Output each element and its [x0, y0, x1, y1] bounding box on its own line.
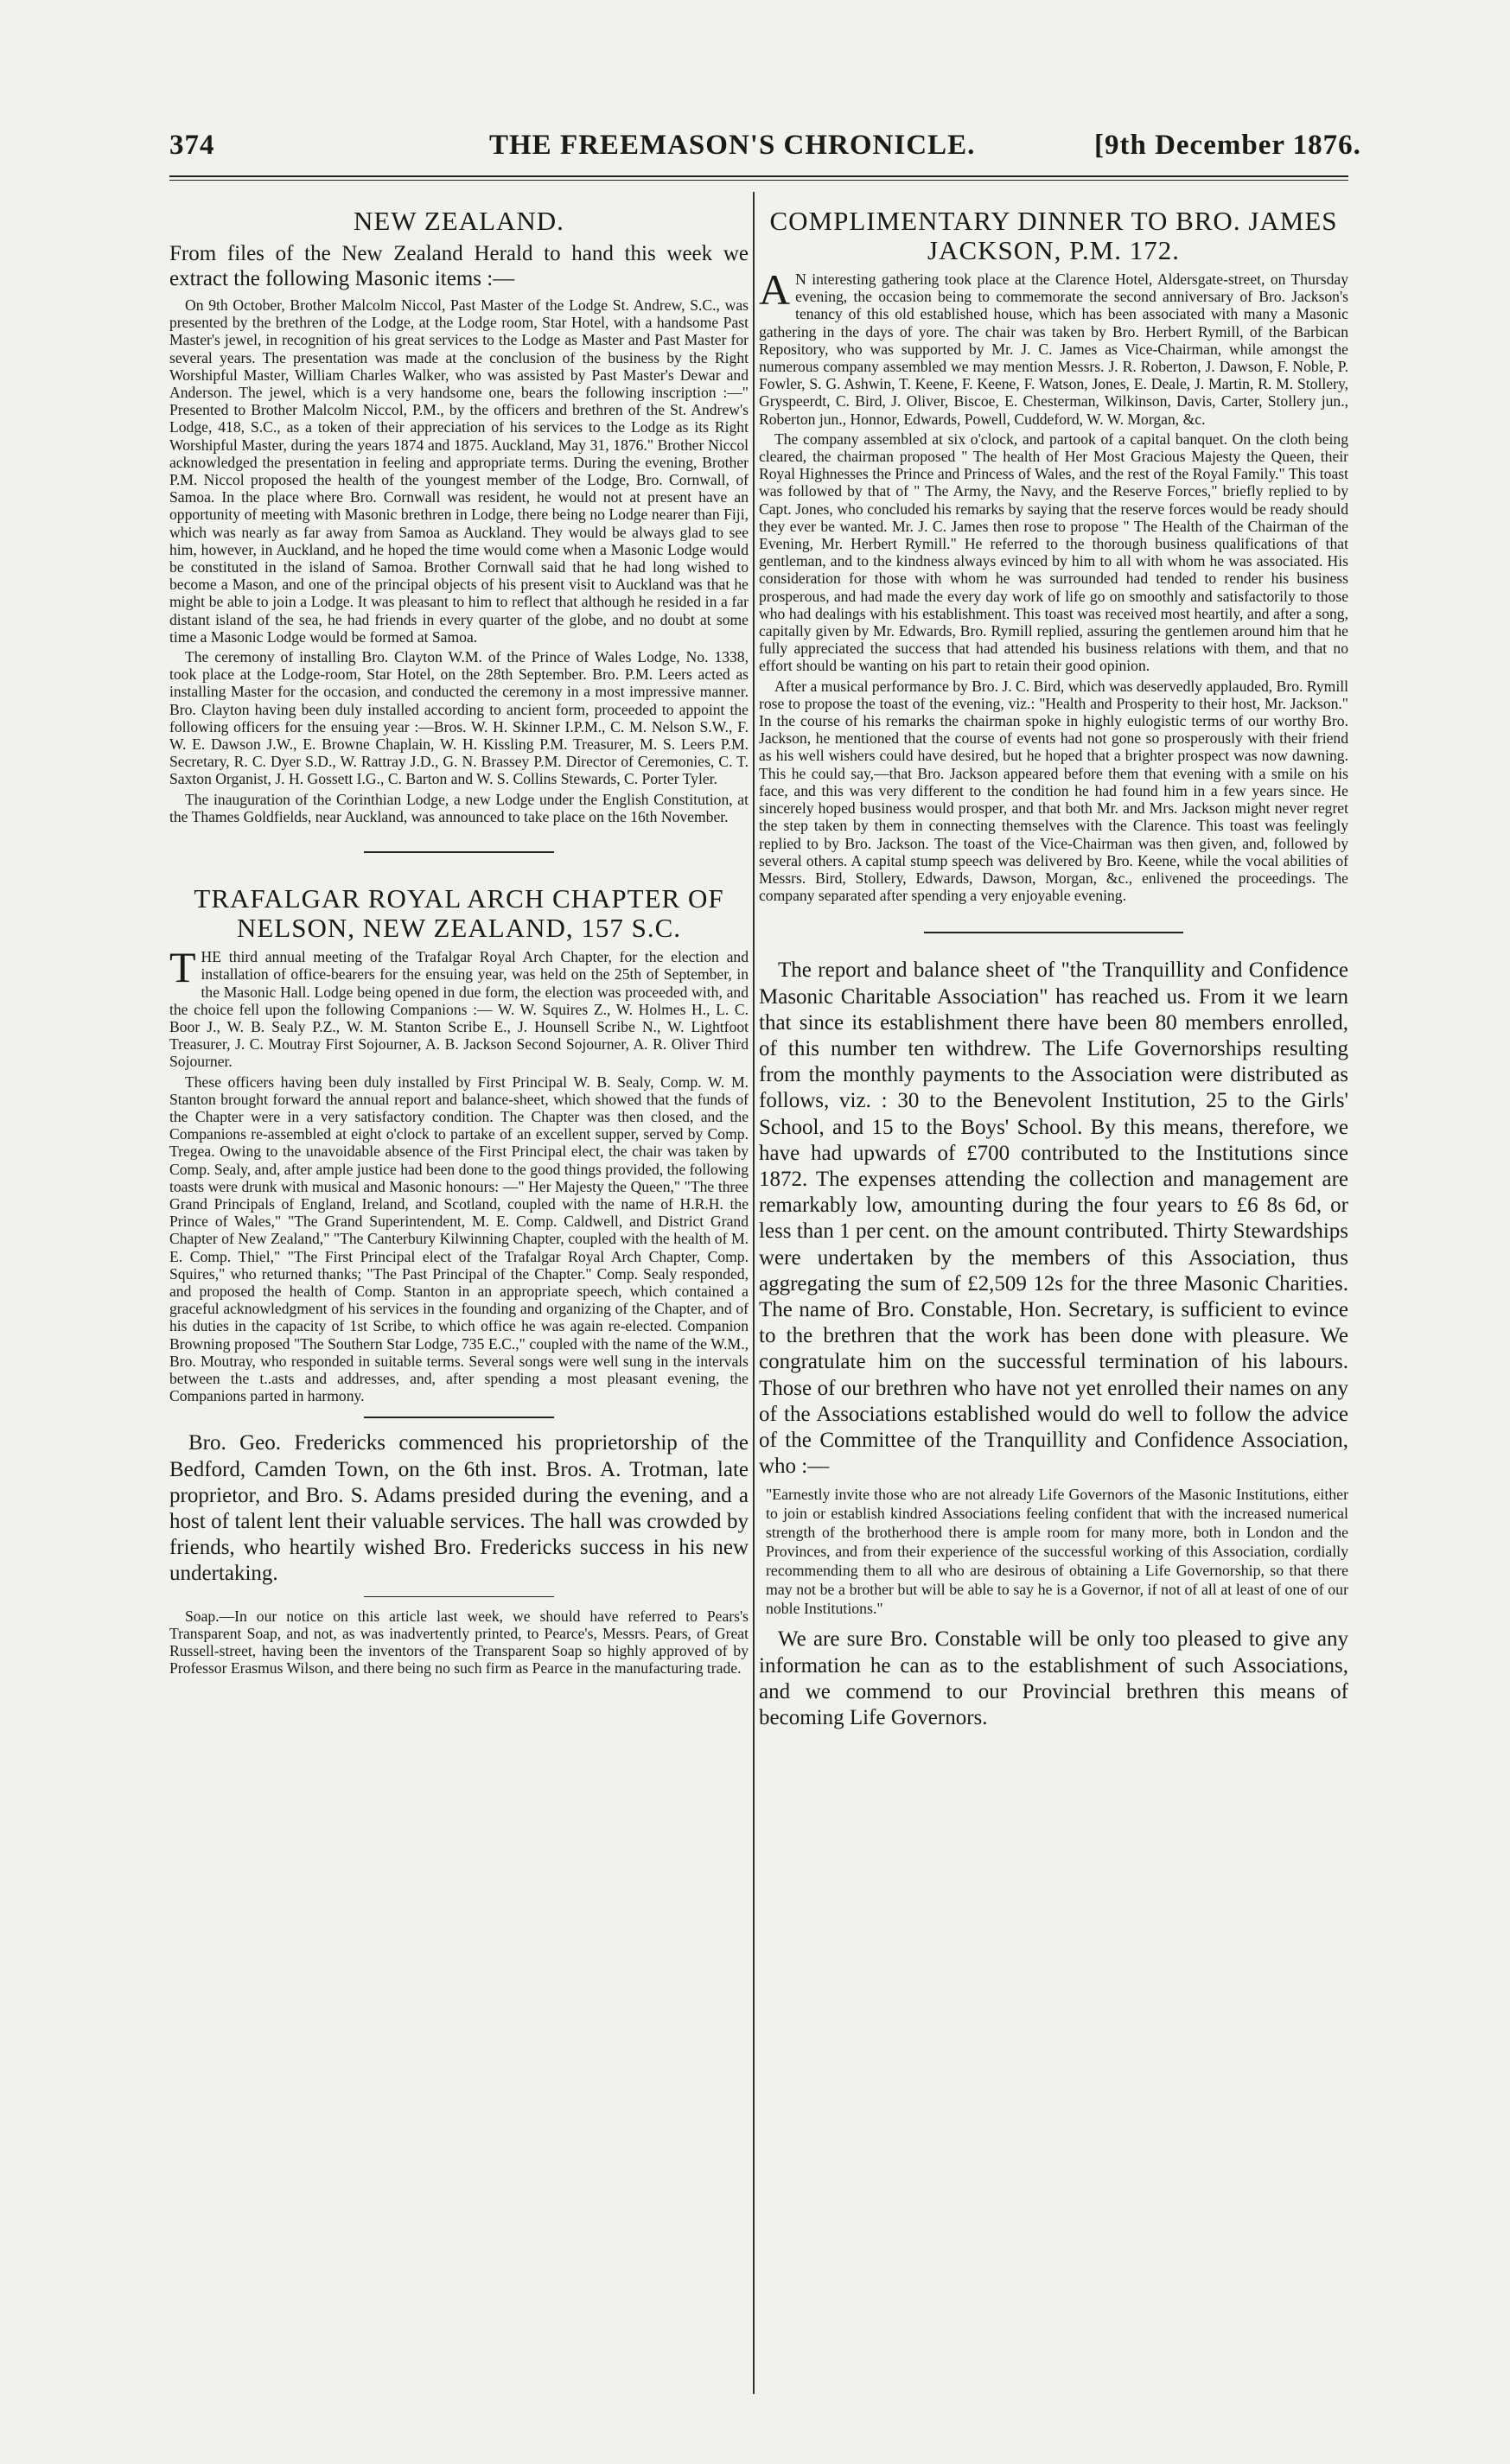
drop-cap: T [169, 943, 196, 992]
tranquillity-quote: "Earnestly invite those who are not already Life Governors of the Masonic Institutions, either to join or establish kindred Associations feeling confident that with the increased numerical strength of the brotherhood there is ample room for many more, both in London and the Provinces, and from their experience of the successful working of this Association, cordially recommending them to all who are desirous of obtaining a Life Governorship, so that there may not be a brother but will be able to say he is a Governor, if not of all at least of one of our noble Institutions." [766, 1486, 1348, 1618]
section-separator [364, 851, 554, 853]
new-zealand-paragraph: The inauguration of the Corinthian Lodge, a new Lodge under the English Constitution, at the Thames Goldfields, near Auckland, was announced to take place on the 16th November. [169, 790, 749, 825]
header-rule-top [169, 175, 1348, 177]
new-zealand-heading: NEW ZEALAND. [354, 206, 564, 236]
section-separator [364, 1596, 554, 1597]
dinner-paragraph: The company assembled at six o'clock, and partook of a capital banquet. On the cloth being cleared, the chairman proposed " The health of Her Most Gracious Majesty the Queen, their Royal Highnesses the Prince and Princess of Wales, and the rest of the Royal Family." This toast was followed by that of " The Army, the Navy, and the Reserve Forces," briefly replied to by Capt. Jones, who concluded his remarks by saying that the reserve forces would be ready should they ever be wanted. Mr. J. C. James then rose to propose " The Health of the Chairman of the Evening, Mr. Herbert Rymill." He referred to the thorough business qualifications of that gentleman, and to the kindness always evinced by him to all with whom he was associated. His consideration for those with whom he was surrounded had tended to render his business prosperous, and had made the every day work of life go on smoothly and satisfactorily to those who had dealings with his establishment. This toast was received most heartily, and after a song, capitally given by Mr. Edwards, Bro. Rymill replied, assuring the gentlemen around him that he fully appreciated the success that had attended his business relations with them, and that no effort should be wanting on his part to retain their good opinion. [759, 430, 1348, 675]
trafalgar-paragraph: These officers having been duly installed by First Principal W. B. Sealy, Comp. W. M. Stanton brought forward the annual report and balance-sheet, which showed that the funds of the Chapter were in a very satisfactory condition. The Chapter was then closed, and the Companions re-assembled at eight o'clock to partake of an excellent supper, served by Comp. Tregea. Owing to the unavoidable absence of the First Principal elect, the chair was taken by Comp. Sealy, and, after ample justice had been done to the good things provided, the following toasts were drunk with musical and Masonic honours: —" Her Majesty the Queen," "The three Grand Principals of England, Ireland, and Scotland, coupled with the name of H.R.H. the Prince of Wales," "The Grand Superintendent, M. E. Comp. Caldwell, and District Grand Chapter of New Zealand," "The Canterbury Kilwinning Chapter, coupled with the health of M. E. Comp. Thiel," "The First Principal elect of the Trafalgar Royal Arch Chapter, Comp. Squires," who returned thanks; "The Past Principal of the Chapter." Comp. Sealy responded, and proposed the health of Comp. Stanton in an appropriate speech, which contained a graceful acknowledgment of his services in the founding and organizing of the Chapter, and of his duties in the capacity of 1st Scribe, to which office he was again re-elected. Companion Browning proposed "The Southern Star Lodge, 735 E.C.," coupled with the name of the W.M., Bro. Moutray, who responded in suitable terms. Several songs were well sung in the intervals between the t..asts and addresses, and, after spending a most pleasant evening, the Companions parted in harmony. [169, 1073, 749, 1405]
new-zealand-intro: From files of the New Zealand Herald to hand this week we extract the following Masonic items :— [169, 242, 749, 290]
trafalgar-heading: TRAFALGAR ROYAL ARCH CHAPTER OF NELSON, NEW ZEALAND, 157 S.C. [194, 883, 724, 944]
column-divider [753, 192, 755, 2394]
section-separator [364, 1417, 554, 1418]
fredericks-paragraph: Bro. Geo. Fredericks commenced his proprietorship of the Bedford, Camden Town, on the 6th inst. Bros. A. Trotman, late proprietor, and Bro. S. Adams presided during the evening, and a host of talent lent their valuable services. The hall was crowded by friends, who heartily wished Bro. Fredericks success in his new undertaking. [169, 1431, 749, 1586]
tranquillity-paragraph: The report and balance sheet of "the Tranquillity and Confidence Masonic Charitable Association" has reached us. From it we learn that since its establishment there have been 80 members enrolled, of this number ten withdrew. The Life Governorships resulting from the monthly payments to the Association were distributed as follows, viz. : 30 to the Benevolent Institution, 25 to the Girls' School, and 15 to the Boys' School. By this means, therefore, we have had upwards of £700 contributed to the Institutions since 1872. The expenses attending the collection and management are remarkably low, amounting during the four years to £6 8s 6d, or less than 1 per cent. on the amount contributed. Thirty Stewardships were undertaken by the members of this Association, thus aggregating the sum of £2,509 12s for the three Masonic Charities. The name of Bro. Constable, Hon. Secretary, is sufficient to evince to the brethren that the work has been done with pleasure. We congratulate him on the successful termination of his labours. Those of our brethren who have not yet enrolled their names on any of the Associations established would do well to follow the advice of the Committee of the Tranquillity and Confidence Association, who :— [759, 958, 1348, 1479]
page-header [169, 130, 1361, 169]
soap-notice: Soap.—In our notice on this article last week, we should have referred to Pears's Transparent Soap, and not, as was inadvertently printed, to Pearce's, Messrs. Pears, of Great Russell-street, having been the inventors of the Transparent Soap so highly approved of by Professor Erasmus Wilson, and there being no such firm as Pearce in the manufacturing trade. [169, 1607, 749, 1678]
right-column [759, 194, 1348, 2394]
issue-date: [9th December 1876. [1094, 130, 1361, 161]
dinner-paragraph: A N interesting gathering took place at the Clarence Hotel, Aldersgate-street, on Thursday evening, the occasion being to commemorate the second anniversary of Bro. Jackson's tenancy of this old established house, which has been associated with many a Masonic gathering in the days of yore. The chair was taken by Bro. Herbert Rymill, of the Barbican Repository, who was supported by Mr. J. C. James as Vice-Chairman, while amongst the numerous company assembled we may mention Messrs. J. R. Roberton, J. Dawson, F. Noble, P. Fowler, S. G. Ashwin, T. Keene, F. Keene, F. Watson, Jones, E. Deale, J. Martin, R. M. Stollery, Gryspeerdt, C. Bird, J. Oliver, Biscoe, E. Chesterman, Wilkinson, Davis, Carter, Stollery jun., Roberton jun., Honnor, Edwards, Powell, Cuddeford, W. W. Morgan, &c. [759, 265, 1348, 428]
section-separator [924, 932, 1183, 933]
page-number: 374 [169, 130, 215, 161]
new-zealand-paragraph: On 9th October, Brother Malcolm Niccol, Past Master of the Lodge St. Andrew, S.C., was presented by the brethren of the Lodge, at the Lodge room, Star Hotel, with a handsome Past Master's jewel, in recognition of his great services to the Lodge as Master and Past Master for several years. The presentation was made at the conclusion of the business by the Right Worshipful Master, William Charles Walker, who was assisted by Past Master's Dewar and Anderson. The jewel, which is a very handsome one, bears the following inscription :—" Presented to Brother Malcolm Niccol, P.M., by the officers and brethren of the St. Andrew's Lodge, 418, S.C., as a token of their appreciation of his services to the Lodge as its Right Worshipful Master, during the years 1874 and 1875. Auckland, May 31, 1876." Brother Niccol acknowledged the presentation in feeling and appropriate terms. During the evening, Brother P.M. Niccol proposed the health of the youngest member of the Lodge, Bro. Cornwall, of Samoa. In the place where Bro. Cornwall was resident, he would not at present have an opportunity of meeting with Masonic brethren in Lodge, there being no Lodge nearer than Fiji, which was nearly as far away from Samoa as Auckland. They would be always glad to see him, however, in Auckland, and he hoped the time would come when a Masonic Lodge would be constituted in the island of Samoa. Brother Cornwall said that he had long wished to become a Mason, and one of the principal objects of his present visit to Auckland was that he might be able to join a Lodge. It was pleasant to him to reflect that although he resided in a far distant island of the sea, he had friends in every quarter of the globe, and no doubt at some time a Masonic Lodge would be formed at Samoa. [169, 296, 749, 646]
dinner-paragraph: After a musical performance by Bro. J. C. Bird, which was deservedly applauded, Bro. Rymill rose to propose the toast of the evening, viz.: "Health and Prosperity to their host, Mr. Jackson." In the course of his remarks the chairman spoke in highly eulogistic terms of our worthy Bro. Jackson, he mentioned that the course of events had not gone so prosperously with their friend as his well wishers could have desired, but he hoped that a brighter prospect was now dawning. This he could say,—that Bro. Jackson appeared before them that evening with a smile on his face, and this was very different to the condition he had found him in a few years since. He sincerely hoped business would prosper, and that both Mr. and Mrs. Jackson might never regret the step taken by them in connecting themselves with the Clarence. This toast was feelingly replied to by Bro. Jackson. The toast of the Vice-Chairman was then given, and, followed by several others. A capital stump speech was delivered by Bro. Keene, while the vocal abilities of Messrs. Bird, Stollery, Edwards, Dawson, Morgan, &c., enlivened the proceedings. The company separated after spending a very enjoyable evening. [759, 677, 1348, 905]
tranquillity-paragraph: We are sure Bro. Constable will be only too pleased to give any information he can as to the establishment of such Associations, and we commend to our Provincial brethren this means of becoming Life Governors. [759, 1627, 1348, 1729]
drop-cap: A [759, 265, 791, 314]
header-rule-bottom [169, 180, 1348, 181]
left-column [169, 194, 749, 2394]
trafalgar-paragraph: THE third annual meeting of the Trafalgar Royal Arch Chapter, for the election and installation of office-bearers for the ensuing year, was held on the 25th of September, in the Masonic Hall. Lodge being opened in due form, the election was proceeded with, and the choice fell upon the following Companions :— W. W. Squires Z., W. Holmes H., L. C. Boor J., W. B. Sealy P.Z., W. M. Stanton Scribe E., J. Hounsell Scribe N., W. Lightfoot Treasurer, J. C. Moutray First Sojourner, A. B. Jackson Second Sojourner, A. R. Oliver Third Sojourner. [169, 943, 749, 1071]
dinner-heading: COMPLIMENTARY DINNER TO BRO. JAMES JACKSON, P.M. 172. [769, 206, 1338, 265]
new-zealand-paragraph: The ceremony of installing Bro. Clayton W.M. of the Prince of Wales Lodge, No. 1338, took place at the Lodge-room, Star Hotel, on the 28th September. Bro. P.M. Leers acted as installing Master for the occasion, and conducted the ceremony in a most impressive manner. Bro. Clayton having been duly installed according to ancient form, proceeded to appoint the following officers for the ensuing year :—Bros. W. H. Skinner I.P.M., C. M. Nelson S.W., F. W. E. Dawson J.W., E. Browne Chaplain, W. H. Kissling P.M. Treasurer, M. S. Leers P.M. Secretary, R. C. Dyer S.D., W. Rattray J.D., G. N. Brassey P.M. Director of Ceremonies, C. T. Saxton Organist, J. H. Gossett I.G., C. Barton and W. S. Collins Stewards, C. Porter Tyler. [169, 648, 749, 788]
newspaper-title: THE FREEMASON'S CHRONICLE. [489, 130, 976, 161]
